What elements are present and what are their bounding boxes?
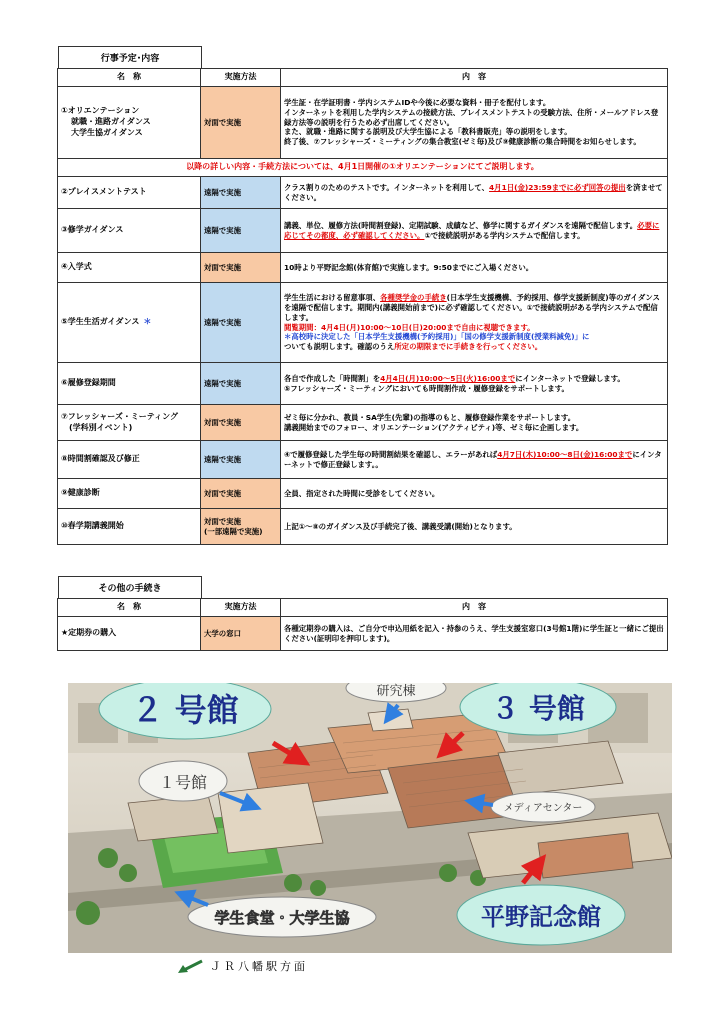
notice-text: 以降の詳しい内容・手続方法については、4月1日開催の①オリエンテーションにてご説明します。 [58,159,668,177]
bubble-media-center [491,792,595,822]
row-content: 講義、単位、履修方法(時間割登録)、定期試験、成績など、修学に関するガイダンスを遠隔で配信します。必要に応じてその都度、必ず確認してください。①で接続説明がある学内システムで配信します。 [281,209,668,253]
label-hirano: 平野記念館 [481,903,601,931]
table-row [58,87,668,159]
row-method: 遠隔で実施 [201,283,281,363]
row-name: ⑩春学期講義開始 [58,509,201,545]
table-row [58,479,668,509]
row-method: 対面で実施 (一部遠隔で実施) [201,509,281,545]
schedule-header-row [58,69,668,87]
campus-map [68,683,672,953]
row-name: ★定期券の購入 [58,617,201,651]
bubble-building-1 [139,761,227,801]
row-method: 遠隔で実施 [201,177,281,209]
direction-arrow-icon [178,959,204,973]
label-building-3: ３ 号館 [491,692,585,725]
bubble-hirano [457,885,625,945]
table-row [58,509,668,545]
row-content: 学生証・在学証明書・学内システムIDや今後に必要な資料・冊子を配付します。 インターネットを利用した学内システムの接続方法、プレイスメントテストの受験方法、住所・メールアドレス登録方法等の説明を行うため必ず出席してください。 また、就職・進路に関する説明及び大学生協による「教科書販売」等の説明をします。 終了後、⑦フレッシャーズ・ミーティングの集合教室(ゼミ毎)及び⑨健康診断の集合時間をお知らせします。 [281,87,668,159]
header-name: 名 称 [58,69,201,87]
row-content: 全員、指定された時間に受診をしてください。 [281,479,668,509]
row-method: 遠隔で実施 [201,363,281,405]
direction-caption [178,958,308,974]
schedule-tab-header: 行事予定･内容 [58,46,202,68]
table-row [58,283,668,363]
label-cafeteria: 学生食堂・大学生協 [214,909,350,927]
header-name: 名 称 [58,599,201,617]
row-name: ⑥履修登録期間 [58,363,201,405]
row-name: ①オリエンテーション 就職・進路ガイダンス 大学生協ガイダンス [58,87,201,159]
table-row [58,405,668,441]
bubble-cafeteria [188,897,376,937]
header-content: 内 容 [281,69,668,87]
label-building-1: １号館 [158,773,208,792]
row-name: ④入学式 [58,253,201,283]
bubble-building-3 [460,683,616,735]
row-method: 対面で実施 [201,479,281,509]
table-row [58,177,668,209]
table-row [58,441,668,479]
row-name: ⑦フレッシャーズ・ミーティング (学科別イベント) [58,405,201,441]
row-content: 各種定期券の購入は、ご自分で申込用紙を記入・持参のうえ、学生支援室窓口(3号館1階)に学生証と一緒にご提出ください(証明印を押印します)。 [281,617,668,651]
other-header-row [58,599,668,617]
campus-map-illustration [68,683,672,953]
row-name: ③修学ガイダンス [58,209,201,253]
other-procedures-tab-header: その他の手続き [58,576,202,598]
bubble-building-2 [99,683,271,739]
label-building-2: ２ 号館 [131,691,239,729]
row-name: ⑤学生生活ガイダンス ＊ [58,283,201,363]
table-row [58,253,668,283]
row-content: 学生生活における留意事項、各種奨学金の手続き(日本学生支援機構、予約採用、修学支援新制度)等のガイダンスを遠隔で配信します。期間内(講義開始前まで)に必ず確認してください。①で接続説明がある学内システムで配信します。 閲覧期間：4月4日(月)10:00～10日(日)20:00まで自由に視聴できます。 ＊高校時に決定した「日本学生支援機構(予約採用)」「国の修学支援新制度(授業料減免)」に ついても説明します。確認のうえ所定の期限までに手続きを行ってください。 [281,283,668,363]
notice-row [58,159,668,177]
row-name: ⑧時間割確認及び修正 [58,441,201,479]
table-row [58,363,668,405]
row-method: 遠隔で実施 [201,441,281,479]
row-method: 大学の窓口 [201,617,281,651]
header-method: 実施方法 [201,69,281,87]
row-method: 遠隔で実施 [201,209,281,253]
row-method: 対面で実施 [201,405,281,441]
row-name: ⑨健康診断 [58,479,201,509]
label-media-center: メディアセンター [503,803,583,814]
row-content: ゼミ毎に分かれ、教員・SA学生(先輩)の指導のもと、履修登録作業をサポートします。 講義開始までのフォロー、オリエンテーション(アクティビティ)等、ゼミ毎に企画します。 [281,405,668,441]
table-row [58,209,668,253]
row-content: 10時より平野記念館(体育館)で実施します。9:50までにご入場ください。 [281,253,668,283]
row-content: ④で履修登録した学生毎の時間割結果を確認し、エラーがあれば4月7日(木)10:00～8日(金)16:00までにインターネットで修正登録します。。 [281,441,668,479]
other-procedures-table [57,598,668,651]
header-method: 実施方法 [201,599,281,617]
label-lab: 研究棟 [376,684,416,699]
row-content: 各自で作成した「時間割」を4月4日(月)10:00～5日(火)16:00までにインターネットで登録します。 ⑤フレッシャーズ・ミーティングにおいても時間割作成・履修登録をサポートします。 [281,363,668,405]
header-content: 内 容 [281,599,668,617]
row-method: 対面で実施 [201,87,281,159]
row-content: 上記①～⑧のガイダンス及び手続完了後、講義受講(開始)となります。 [281,509,668,545]
row-method: 対面で実施 [201,253,281,283]
row-content: クラス割りのためのテストです。インターネットを利用して、4月1日(金)23:59までに必ず回答の提出を済ませてください。 [281,177,668,209]
row-name: ②プレイスメントテスト [58,177,201,209]
schedule-table [57,68,668,545]
caption-text: ＪＲ八幡駅方面 [210,960,308,973]
asterisk-icon: ＊ [143,317,152,327]
table-row [58,617,668,651]
